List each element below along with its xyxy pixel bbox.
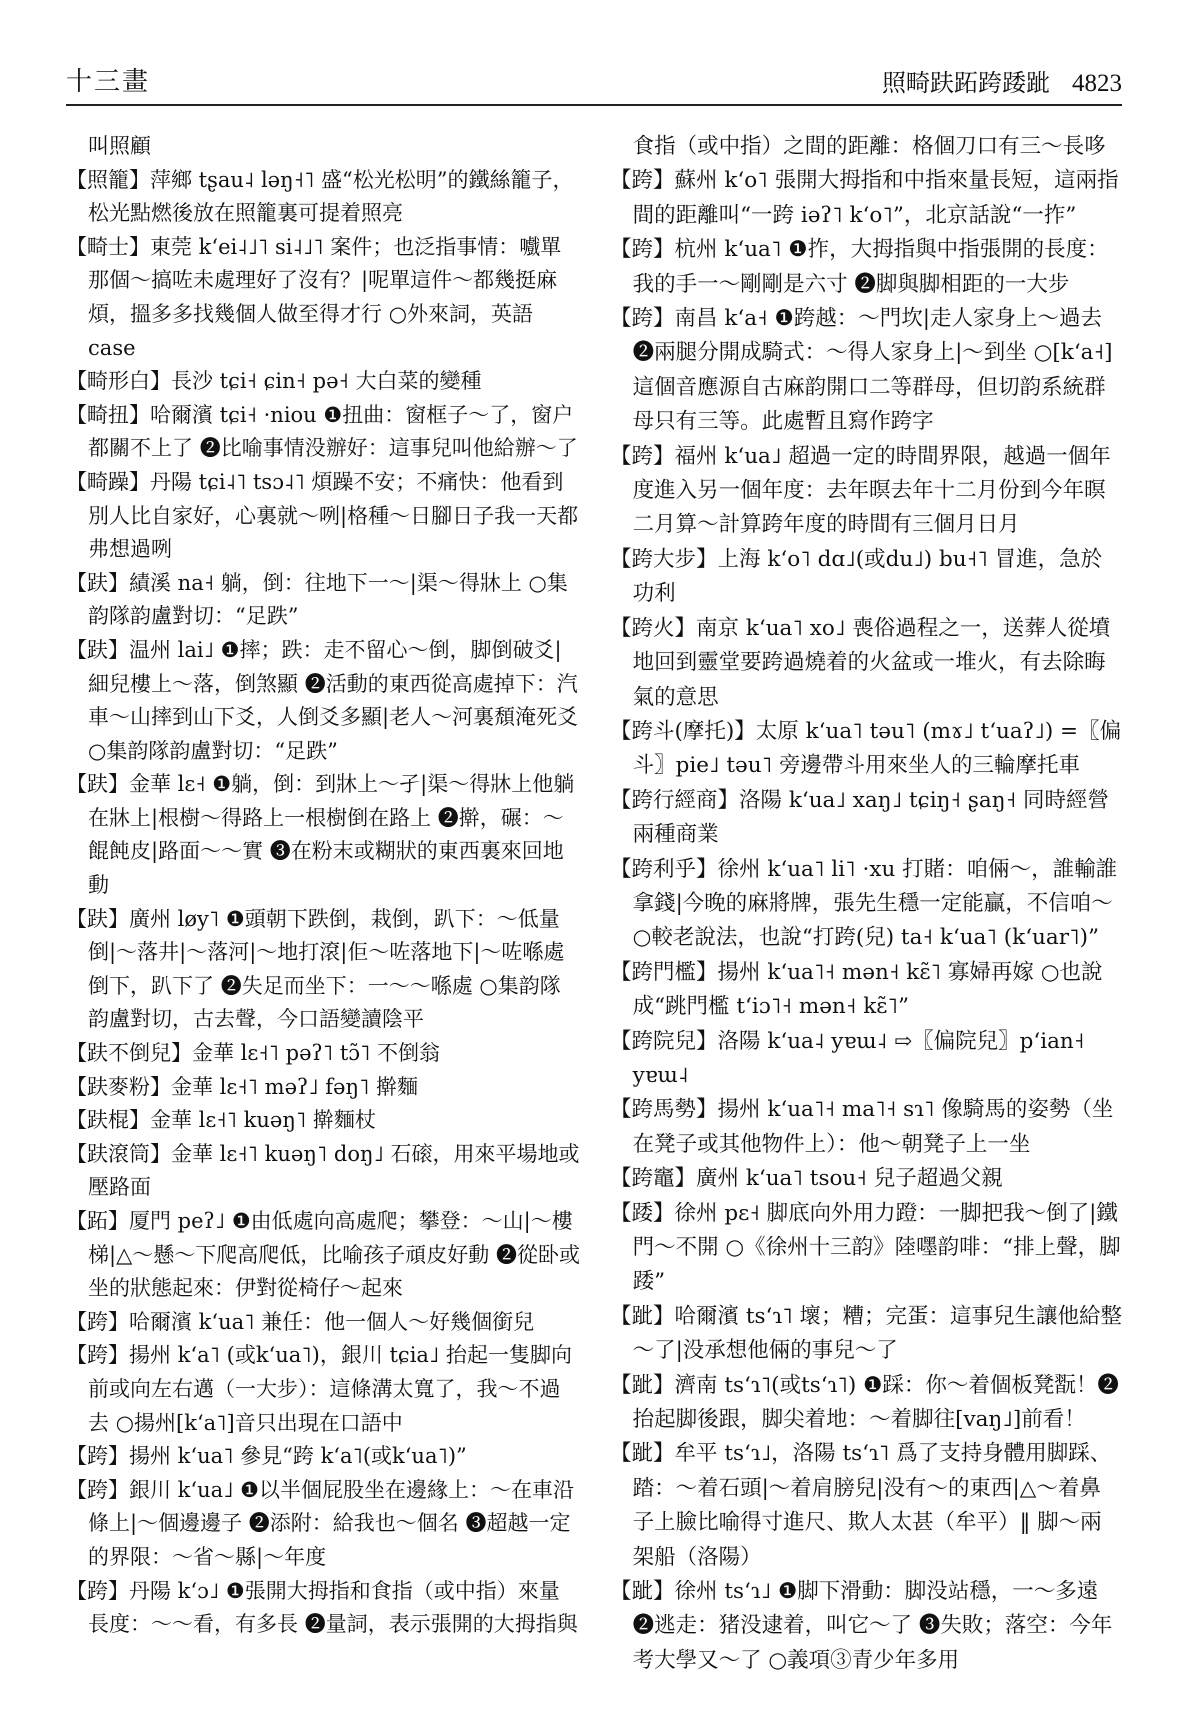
dictionary-columns — [66, 130, 1122, 1694]
dictionary-entry: 【跨火】南京 kʻua˥ xo˩ 喪俗過程之一，送葬人從墳地回到靈堂要跨過燒着的火盆或一堆火，有去除晦氣的意思 — [610, 615, 1111, 710]
dictionary-entry: 【趺】廣州 løy˥ ❶頭朝下跌倒，栽倒，趴下：～低量倒|～落井|～落河|～地打滾|佢～咗落地下|～咗喺處倒下，趴下了 ❷失足而坐下：一～～喺處 ○集韵隊韵盧對切，古去聲，今口語變讀陰平 — [66, 906, 565, 1032]
left-column — [66, 130, 594, 1694]
continuation-text: 食指（或中指）之間的距離：格個刀口有三～長哆 — [632, 134, 1106, 159]
running-headwords: 照畸趺跖跨踒跐 — [882, 69, 1050, 97]
dictionary-entry: 【跨】揚州 kʻa˥ (或kʻua˥)，銀川 tɕia˩ 抬起一隻脚向前或向左右邁（一大步）：這條溝太寬了，我～不過去 ○揚州[kʻa˥]音只出現在口語中 — [66, 1343, 572, 1435]
dictionary-entry: 【畸形白】長沙 tɕi˧ ɕin˧ pə˧ 大白菜的變種 — [66, 369, 482, 394]
page-number: 4823 — [1072, 70, 1122, 97]
dictionary-entry: 【趺麥粉】金華 lɛ˧˥ məʔ˩ fəŋ˥ 擀麵 — [66, 1074, 419, 1099]
dictionary-entry: 【趺】温州 lai˩ ❶摔；跌：走不留心～倒，脚倒破爻|細兒樓上～落，倒煞顯 ❷活動的東西從高處掉下：汽車～山摔到山下爻，人倒爻多顯|老人～河裏頹淹死爻 ○集韵隊韵盧對切：“足跌” — [66, 637, 579, 763]
dictionary-entry: 【踒】徐州 pɛ˧ 脚底向外用力蹬：一脚把我～倒了|鐵門～不開 ○《徐州十三韵》陸嚜韵啡：“排上聲，脚踒” — [610, 1200, 1121, 1295]
right-column — [594, 130, 1122, 1694]
dictionary-entry: 【跨門檻】揚州 kʻua˥˧ mən˧ kɛ̃˥ 寡婦再嫁 ○也說成“跳門檻 tʻiɔ˥˧ mən˧ kɛ̃˥” — [610, 959, 1103, 1020]
header-right — [882, 63, 1122, 98]
dictionary-entry: 【跨】丹陽 kʻɔ˩ ❶張開大拇指和食指（或中指）來量長度：～～看，有多長 ❷量詞，表示張開的大拇指與 — [66, 1578, 578, 1637]
dictionary-entry: 【跨大步】上海 kʻo˥ dɑ˩(或du˩) bu˧˥ 冒進，急於功利 — [610, 546, 1103, 607]
dictionary-entry: 【趺】績溪 na˧ 躺，倒：往地下一～|渠～得牀上 ○集韵隊韵盧對切：“足跌” — [66, 570, 568, 629]
dictionary-entry: 【跨】南昌 kʻa˧ ❶跨越：～門坎|走人家身上～過去 ❷兩腿分開成騎式：～得人家身上|～到坐 ○[kʻa˧]這個音應源自古麻韵開口二等群母，但切韵系統群母只有三等。此處暫且寫作跨字 — [610, 306, 1113, 435]
dictionary-entry: 【跨院兒】洛陽 kʻua˨ yɐɯ˨ ⇨〖偏院兒〗pʻian˧ yɐɯ˨ — [610, 1028, 1085, 1088]
dictionary-entry: 【跨】銀川 kʻua˩ ❶以半個屁股坐在邊緣上：～在車沿條上|～個邊邊子 ❷添附：給我也～個名 ❸超越一定的界限：～省～縣|～年度 — [66, 1477, 574, 1569]
dictionary-entry: 【跨】福州 kʻua˩ 超過一定的時間界限，越過一個年度進入另一個年度：去年暝去年十二月份到今年暝二月算～計算跨年度的時間有三個月日月 — [610, 443, 1111, 538]
dictionary-entry: 【趺】金華 lɛ˧ ❶躺，倒：到牀上～孑|渠～得牀上他躺在牀上|根樹～得路上一根樹倒在路上 ❷擀，碾：～餛飩皮|路面～～實 ❸在粉末或糊狀的東西裏來回地動 — [66, 772, 575, 898]
dictionary-entry: 【趺滾筒】金華 lɛ˧˥ kuəŋ˥ doŋ˩ 石磙，用來平場地或壓路面 — [66, 1141, 580, 1200]
dictionary-entry: 【跐】徐州 tsʻɿ˩ ❶脚下滑動：脚没站穩，一～多遠 ❷逃走：猪没逮着，叫它～了 ❸失敗；落空：今年考大學又～了 ○義項③青少年多用 — [610, 1579, 1113, 1673]
dictionary-entry: 【跨】哈爾濱 kʻua˥ 兼任：他一個人～好幾個銜兒 — [66, 1309, 535, 1334]
dictionary-entry: 【跐】濟南 tsʻɿ˥(或tsʻɿ˥) ❶踩：你～着個板凳翫！❷抬起脚後跟，脚尖着地：～着脚往[vaŋ˩]前看！ — [610, 1372, 1119, 1433]
dictionary-entry: 【畸扭】哈爾濱 tɕi˧ ·niou ❶扭曲：窗框子～了，窗户都關不上了 ❷比喻事情没辦好：這事兒叫他給辦～了 — [66, 402, 578, 461]
dictionary-entry: 【畸士】東莞 kʻei˨˩˥ si˨˩˥ 案件；也泛指事情：嚱單那個～搞咗未處理好了沒有？|呢單這件～都幾挺麻煩，搵多多找幾個人做至得才行 ○外來詞，英語 case — [66, 234, 562, 360]
dictionary-entry: 【跨】蘇州 kʻo˥ 張開大拇指和中指來量長短，這兩指間的距離叫“一跨 iəʔ˥ kʻo˥”，北京話說“一拃” — [610, 168, 1119, 228]
dictionary-entry: 【跐】哈爾濱 tsʻɿ˥ 壞；糟；完蛋：這事兒生讓他給整～了|没承想他倆的事兒～了 — [610, 1303, 1123, 1364]
dictionary-entry: 【跖】厦門 peʔ˩ ❶由低處向高處爬；攀登：～山|～樓梯|△～懸～下爬高爬低，比喻孩子頑皮好動 ❷從卧或坐的狀態起來：伊對從椅仔～起來 — [66, 1209, 580, 1301]
dictionary-entry: 【跨利乎】徐州 kʻua˥ li˥ ·xu 打賭：咱倆～，誰輸誰拿錢|今晚的麻將牌，張先生穩一定能贏，不信咱～ ○較老說法，也說“打跨(兒) ta˧ kʻua˥ (kʻuar˥)” — [610, 856, 1118, 951]
dictionary-entry: 【跨】杭州 kʻua˥ ❶拃，大拇指與中指張開的長度：我的手一～剛剛是六寸 ❷脚與脚相距的一大步 — [610, 237, 1109, 297]
dictionary-entry: 【畸躁】丹陽 tɕi˨˥ tsɔ˨˥ 煩躁不安；不痛快：他看到別人比自家好，心裏就～咧|格種～日腳日子我一天都弗想過咧 — [66, 469, 579, 562]
page-header — [66, 62, 1122, 106]
dictionary-entry: 【照籠】萍鄉 tʂau˨ ləŋ˧˥ 盛“松光松明”的鐵絲籠子，松光點燃後放在照籠裏可提着照亮 — [66, 167, 574, 226]
dictionary-entry: 【跐】牟平 tsʻɿ˩，洛陽 tsʻɿ˥ 爲了支持身體用脚踩、踏：～着石頭|～着肩膀兒|没有～的東西|△～着鼻子上臉比喻得寸進尺、欺人太甚（牟平）‖ 脚～兩架船（洛陽） — [610, 1441, 1112, 1570]
dictionary-entry: 【跨竈】廣州 kʻua˥ tsou˧ 兒子超過父親 — [610, 1166, 1003, 1192]
continuation-text: 叫照顧 — [88, 134, 152, 158]
dictionary-entry: 【趺不倒兒】金華 lɛ˧˥ pəʔ˥ tɔ̃˥ 不倒翁 — [66, 1041, 441, 1066]
dictionary-entry: 【跨行經商】洛陽 kʻua˩ xaŋ˩ tɕiŋ˧ ʂaŋ˧ 同時經營兩種商業 — [610, 787, 1110, 848]
section-title: 十三畫 — [66, 67, 151, 97]
dictionary-entry: 【跨】揚州 kʻua˥ 參見“跨 kʻa˥(或kʻua˥)” — [66, 1444, 467, 1469]
dictionary-entry: 【跨馬勢】揚州 kʻua˥˧ ma˥˧ sɿ˥ 像騎馬的姿勢（坐在凳子或其他物件上）：他～朝凳子上一坐 — [610, 1097, 1114, 1157]
dictionary-entry: 【跨斗(摩托)】太原 kʻua˥ təu˥ (mɤ˩ tʻuaʔ˩) =〖偏斗〗pie˩ təu˥ 旁邊帶斗用來坐人的三輪摩托車 — [610, 718, 1122, 779]
dictionary-entry: 【趺棍】金華 lɛ˧˥ kuəŋ˥ 擀麵杖 — [66, 1108, 376, 1133]
